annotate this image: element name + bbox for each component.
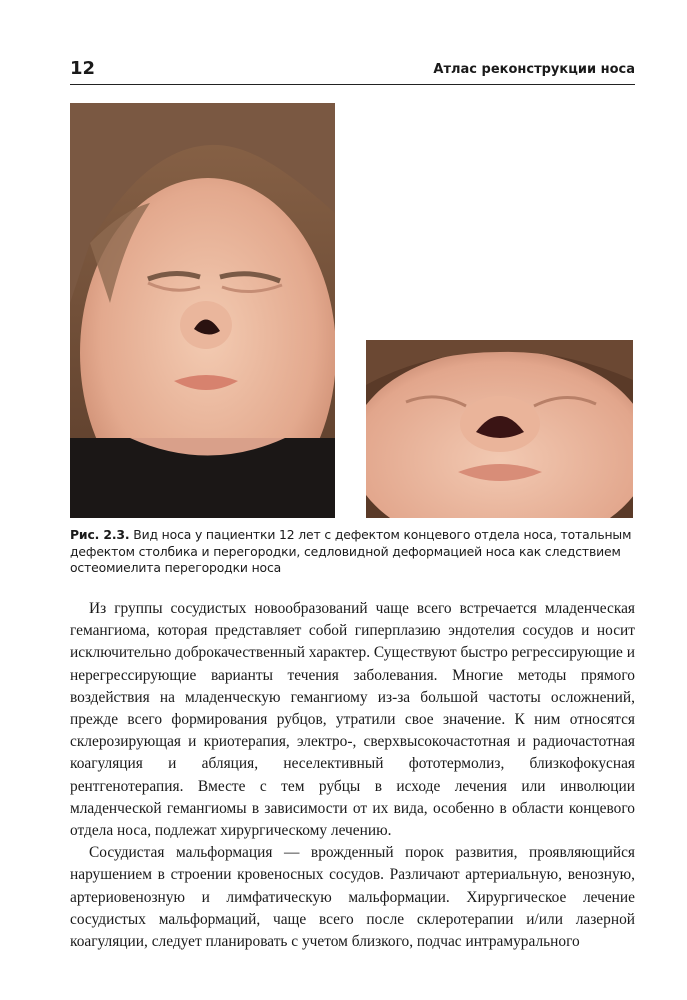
figure-caption [70, 527, 636, 577]
running-title: Атлас реконструкции носа [433, 62, 635, 77]
page-header [70, 58, 635, 85]
patient-frontal-photo [70, 103, 335, 518]
figure-caption-label: Рис. 2.3. [70, 527, 130, 542]
body-text [70, 598, 635, 953]
patient-basal-view-photo [366, 340, 633, 518]
paragraph: Сосудистая мальформация — врожденный порок развития, проявляющийся нарушением в строении кровеносных сосудов. Различают артериальную, венозную, артериовенозную и лимфатическую мальформации. Хирургическое лечение сосудистых мальформаций, чаще всего после склеротерапии и/или лазерной коагуляции, следует планировать с учетом близкого, подчас интрамурального [70, 844, 635, 951]
page-number: 12 [70, 58, 96, 79]
paragraph: Из группы сосудистых новообразований чаще всего встречается младенческая гемангиома, которая представляет собой гиперплазию эндотелия сосудов и носит исключительно доброкачественный характер. Существуют быстро регрессирующие и нерегрессирующие варианты течения заболевания. Многие методы прямого воздействия на младенческую гемангиому из-за большой частоты осложнений, прежде всего формирования рубцов, утратили свое значение. К ним относятся склерозирующая и криотерапия, электро-, сверхвысокочастотная и радиочастотная коагуляция и абляция, неселективный фототермолиз, близкофокусная рентгенотерапия. Вместе с тем рубцы в исходе лечения или инволюции младенческой гемангиомы в зависимости от их вида, особенно в области концевого отдела носа, подлежат хирургическому лечению. [70, 600, 635, 840]
figure-caption-text: Вид носа у пациентки 12 лет с дефектом концевого отдела носа, тотальным дефектом столбика и перегородки, седловидной деформацией носа как следствием остеомиелита перегородки носа [70, 527, 632, 575]
